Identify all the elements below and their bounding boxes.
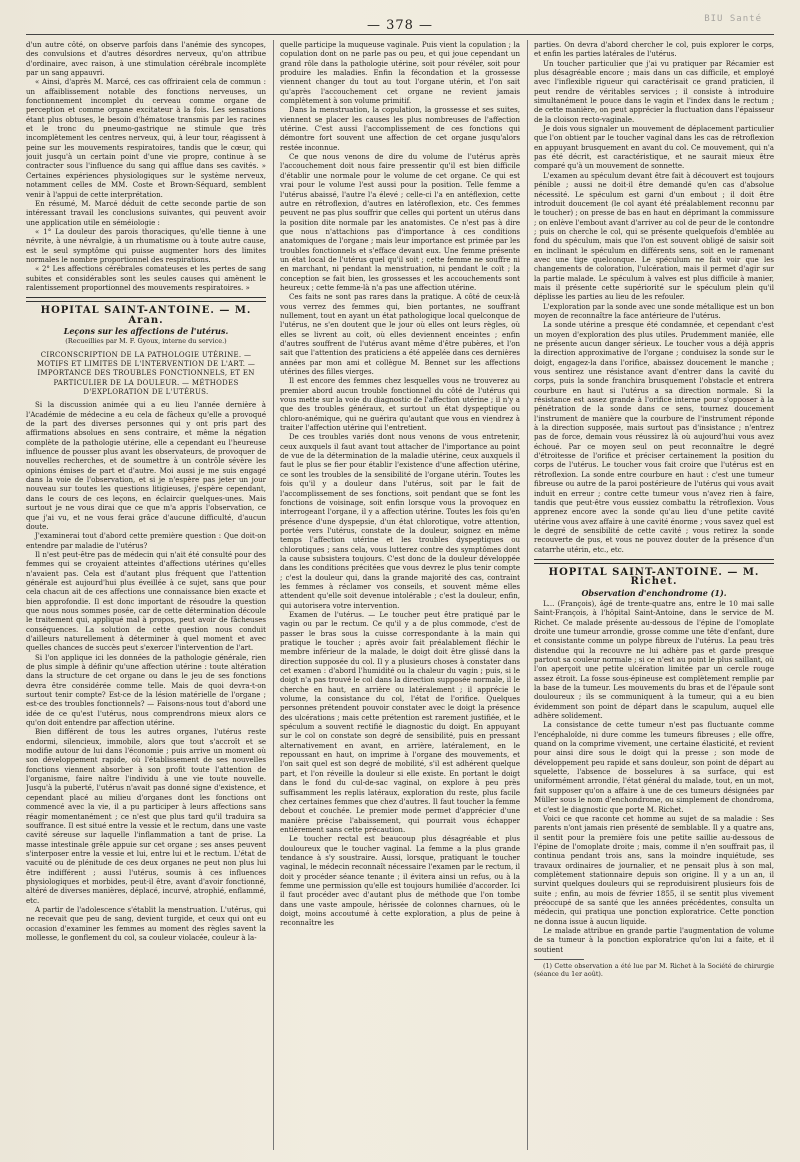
section-rule: [534, 559, 774, 564]
paragraph: Si la discussion animée qui a eu lieu l'année dernière à l'Académie de médecine a eu cela de fâcheux qu'elle a provoqué de la part des diverses personnes qui y ont pris part des affirmations absolues en sens contraire, et même la négation complète de la pathologie utérine, elle a cependant eu l'heureuse influence de pousser plus avant les observateurs, de provoquer de nouvelles recherches, et de soumettre à un contrôle sévère les opinions émises de part et d'autre. Moi aussi je me suis engagé dans la voie de l'observation, et si je n'espère pas jeter un jour nouveau sur toutes les questions litigieuses, j'espère cependant, dans le cours de ces leçons, en éclaircir quelques-unes. Mais surtout je ne vous dirai que ce que m'a appris l'observation, ce que j'ai vu, et ne vous ferai grâce d'aucune difficulté, d'aucun doute.: [26, 400, 266, 531]
paragraph: « Ainsi, d'après M. Marcé, ces cas offriraient cela de commun : un affaiblissement notable des fonctions nerveuses, un fonctionnement incomplet du cerveau comme organe de perception et comme organe excitateur à la fois. Les sensations étant plus obtuses, le besoin d'hématose transmis par les racines et le tronc du pneumo-gastrique ne stimule que très incomplètement les centres nerveux, qui, à leur tour, réagissent à peine sur les mouvements respiratoires, tandis que le cœur, qui jouit jusqu'à un certain point d'une vie propre, continue à se contracter sous l'influence du sang qui afflue dans ses cavités. » Certaines expériences physiologiques sur le système nerveux, notamment celles de MM. Coste et Brown-Séquard, semblent venir à l'appui de cette interprétation.: [26, 77, 266, 199]
paragraph: En résumé, M. Marcé déduit de cette seconde partie de son intéressant travail les conclusions suivantes, qui peuvent avoir une application utile en séméiologie :: [26, 198, 266, 227]
column-divider: [273, 40, 274, 1150]
paragraph: La consistance de cette tumeur n'est pas fluctuante comme l'encéphaloïde, ni dure comme les tumeurs fibreuses ; elle offre, quand on la comprime vivement, une certaine élasticité, et revient pour ainsi dire sous le doigt qui la presse ; son mode de développement peu rapide et sans douleur, son point de départ au squelette, l'absence de bosselures à sa surface, qui est uniformément arrondie, l'état général du malade, tout, en un mot, fait supposer qu'on a affaire à une de ces tumeurs désignées par Müller sous le nom d'enchondrome, ou simplement de chondroma, et c'est le diagnostic que porte M. Richet.: [534, 720, 774, 814]
section-heading: HOPITAL SAINT-ANTOINE. — M. Aran.: [40, 305, 252, 326]
header-rule: [26, 34, 774, 35]
column-left: [26, 40, 266, 1150]
paragraph: quelle participe la muqueuse vaginale. Puis vient la copulation ; la copulation dont on ne parle pas ou peu, et qui joue cependant un grand rôle dans la pathologie utérine, soit pour révéler, soit pour produire les maladies. Enfin la fécondation et la grossesse viennent changer du tout au tout l'organe utérin, et l'on sait qu'après l'accouchement cet organe ne revient jamais complètement à son volume primitif.: [280, 40, 520, 106]
footnote: (1) Cette observation a été lue par M. Richet à la Société de chirurgie (séance du 1er août).: [534, 962, 774, 978]
column-right: [534, 40, 774, 1150]
column-middle: [280, 40, 520, 1150]
column-divider: [527, 40, 528, 1150]
paragraph: Le malade attribue en grande partie l'augmentation de volume de sa tumeur à la ponction exploratrice qu'on lui a faite, et il soutient: [534, 925, 774, 954]
paragraph: Ces faits ne sont pas rares dans la pratique. A côté de ceux-là vous verrez des femmes qui, bien portantes, ne souffrant nullement, tout en ayant un état pathologique local quelconque de l'utérus, ne s'en doutent que le jour où elles ont leurs règles, où elles se livrent au coït, où elles deviennent enceintes ; enfin d'autres souffrent de l'utérus avant même d'être pubères, et l'on sait que l'attention des praticiens a été appelée dans ces dernières années par mon ami et collègue M. Bennet sur les affections utérines des filles vierges.: [280, 292, 520, 377]
paragraph: Un toucher particulier que j'ai vu pratiquer par Récamier est plus désagréable encore ; mais dans un cas difficile, et employé avec l'inflexible rigueur qui caractérisait ce grand praticien, il peut rendre de véritables services ; il consiste à introduire simultanément le pouce dans le vagin et l'index dans le rectum ; de cette manière, on peut apprécier la fluctuation dans l'épaisseur de la cloison recto-vaginale.: [534, 58, 774, 124]
lecture-title: Leçons sur les affections de l'utérus.: [63, 325, 229, 336]
section-rule: [26, 297, 266, 302]
paragraph: A partir de l'adolescence s'établit la menstruation. L'utérus, qui ne recevait que peu de sang, devient turgide, et ceux qui ont eu occasion d'examiner les femmes au moment des règles savent la mollesse, le gonflement du col, sa couleur violacée, couleur à la-: [26, 904, 266, 942]
paragraph: Bien différent de tous les autres organes, l'utérus reste endormi, silencieux, immobile, alors que tout s'accroît et se modifie autour de lui dans l'économie ; puis arrive un moment où son développement rapide, où l'établissement de ses nouvelles fonctions viennent absorber à son profit toute l'attention de l'organisme, faire naître l'individu à une vie toute nouvelle. Jusqu'à la puberté, l'utérus n'avait pas donné signe d'existence, et cependant placé au milieu d'organes dont les fonctions ont commencé avec la vie, il a pu participer à leurs affections sans réagir momentanément ; ce n'est que plus tard qu'il traduira sa souffrance. Il est situé entre la vessie et le rectum, dans une vaste cavité séreuse sur laquelle l'inflammation a tant de prise. La masse intestinale grêle appuie sur cet organe ; ses anses peuvent s'interposer entre la vessie et lui, entre lui et le rectum. L'état de vacuité ou de plénitude de ces deux organes ne peut non plus lui être indifférent ; aussi l'utérus, soumis à ces influences physiologiques et morbides, peut-il être, avant d'avoir fonctionné, altéré de diverses manières, déplacé, incurvé, atrophié, enflammé, etc.: [26, 727, 266, 905]
paragraph: Dans la menstruation, la copulation, la grossesse et ses suites, viennent se placer les causes les plus nombreuses de l'affection utérine. C'est aussi l'accomplissement de ces fonctions qui démontre fort souvent une affection de cet organe jusqu'alors restée inconnue.: [280, 105, 520, 152]
footnote-rule: [534, 959, 584, 960]
paragraph: d'un autre côté, on observe parfois dans l'anémie des syncopes, des convulsions et d'autres désordres nerveux, qu'on attribue d'ordinaire, avec raison, à une stimulation cérébrale incomplète par un sang appauvri.: [26, 40, 266, 78]
paragraph: « 2° Les affections cérébrales comateuses et les pertes de sang subites et considérables sont les seules causes qui amènent le ralentissement proportionnel des mouvements respiratoires. »: [26, 264, 266, 292]
paragraph: Il est encore des femmes chez lesquelles vous ne trouverez au premier abord aucun trouble fonctionnel du côté de l'utérus qui vous mette sur la voie du diagnostic de l'affection utérine ; il n'y a que des troubles généraux, et surtout un état dyspeptique ou chloro-anémique, qui ne guérira qu'autant que vous en viendrez à traiter l'affection utérine qui l'entretient.: [280, 376, 520, 433]
byline: (Recueillies par M. F. Gyoux, interne du service.): [65, 337, 227, 346]
library-stamp: BIU Santé: [704, 14, 762, 24]
paragraph: J'examinerai tout d'abord cette première question : Que doit-on entendre par maladie de l'utérus?: [26, 531, 266, 550]
paragraph: La sonde utérine a presque été condamnée, et cependant c'est un moyen d'exploration des plus utiles. Prudemment maniée, elle ne présente aucun danger sérieux. Le toucher vous a déjà appris la direction approximative de l'organe ; conduisez la sonde sur le doigt, engagez-la dans l'orifice, abaissez doucement le manche ; vous sentirez une résistance avant d'entrer dans la cavité du corps, puis la sonde franchira brusquement l'obstacle et entrera courbure en haut si l'utérus a sa direction normale. Si la résistance est assez grande à l'orifice interne pour s'opposer à la pénétration de la sonde dans ce sens, tournez doucement l'instrument de manière que la courbure de l'instrument réponde à la direction supposée, mais surtout pas d'insistance ; n'entrez pas de force, demain vous réussirez là où aujourd'hui vous avez échoué. Par ce moyen seul on peut reconnaître le degré d'étroitesse de l'orifice et préciser certainement la position du corps de l'utérus. Le toucher vous fait croire que l'utérus est en rétroflexion. La sonde entre courbure en haut : c'est une tumeur fibreuse ou autre de la paroi postérieure de l'utérus qui vous avait induit en erreur ; contre cette tumeur vous n'avez rien à faire, tandis que peut-être vous eussiez combattu la rétroflexion. Vous apprenez encore avec la sonde qu'au lieu d'une petite cavité utérine vous avez affaire à une cavité énorme ; vous savez quel est le degré de sensibilité de cette cavité ; vous retirez la sonde recouverte de pus, et vous ne pouvez douter de la présence d'un catarrhe utérin, etc., etc.: [534, 320, 774, 554]
paragraph: L'exploration par la sonde avec une sonde métallique est un bon moyen de reconnaître la face antérieure de l'utérus.: [534, 301, 774, 320]
paragraph: « 1° La douleur des parois thoraciques, qu'elle tienne à une névrite, à une névralgie, à un rhumatisme ou à toute autre cause, est le seul symptôme qui puisse augmenter hors des limites normales le nombre proportionnel des respirations.: [26, 226, 266, 264]
paragraph: De ces troubles variés dont nous venons de vous entretenir, ceux auxquels il faut avant tout attacher de l'importance au point de vue de la détermination de la maladie utérine, ceux auxquels il faut le plus se fier pour établir l'existence d'une affection utérine, ce sont les troubles de la sensibilité de l'organe utérin. Toutes les fois qu'il y a douleur dans l'utérus, soit par le fait de l'accomplissement de ses fonctions, soit pendant que se font les fonctions de voisinage, soit enfin lorsque vous la provoquez en interrogeant l'organe, il y a affection utérine. Toutes les fois qu'en présence d'une dyspepsie, d'un état chlorotique, votre attention, portée vers l'utérus, constate de la douleur, soignez en même temps l'affection utérine et les troubles dyspeptiques ou chlorotiques ; sans cela, vous lutterez contre des symptômes dont la cause subsistera toujours. C'est donc de la douleur développée dans les conditions précitées que vous devrez le plus tenir compte ; c'est la douleur qui, dans la grande majorité des cas, contraint les femmes à réclamer vos conseils, et souvent même elles attendent qu'elle soit devenue intolérable ; c'est la douleur, enfin, qui autorisera votre intervention.: [280, 432, 520, 610]
page-number: — 378 —: [366, 18, 434, 33]
paragraph: Voici ce que raconte cet homme au sujet de sa maladie : Ses parents n'ont jamais rien présenté de semblable. Il y a quatre ans, il sentit pour la première fois une petite saillie au-dessous de l'épine de l'omoplate droite ; mais, comme il n'en souffrait pas, il continua pendant trois ans, sans la moindre inquiétude, ses travaux ordinaires de journalier, et ne pensait plus à son mal, complètement stationnaire depuis son origine. Il y a un an, il survint quelques douleurs qui se reproduisirent plusieurs fois de suite ; enfin, au mois de février 1855, il se sentit plus vivement préoccupé de sa santé que les années précédentes, consulta un médecin, qui pratiqua une ponction exploratrice. Cette ponction ne donna issue à aucun liquide.: [534, 813, 774, 926]
paragraph: Je dois vous signaler un mouvement de déplacement particulier que l'on obtient par le toucher vaginal dans les cas de rétroflexion en appuyant brusquement en avant du col. Ce mouvement, qui n'a pas été décrit, est caractéristique, et ne saurait mieux être comparé qu'à un mouvement de sonnette.: [534, 124, 774, 171]
section-heading: HOPITAL SAINT-ANTOINE. — M. Richet.: [548, 566, 760, 588]
paragraph: L... (François), âgé de trente-quatre ans, entre le 10 mai salle Saint-François, à l'hôpital Saint-Antoine, dans le service de M. Richet. Ce malade présente au-dessous de l'épine de l'omoplate droite une tumeur arrondie, grosse comme une tête d'enfant, dure et consistante comme un polype fibreux de l'utérus. La peau très distendue qui la recouvre ne lui adhère pas et garde presque partout sa couleur normale ; si ce n'est au point le plus saillant, où l'on aperçoit une petite ulcération limitée par un cercle rouge assez étroit. La fosse sous-épineuse est complètement remplie par la base de la tumeur. Les mouvements du bras et de l'épaule sont douloureux ; ils se communiquent à la tumeur, qui a eu bien évidemment son point de départ dans le scapulum, auquel elle adhère solidement.: [534, 598, 774, 721]
paragraph: Il n'est peut-être pas de médecin qui n'ait été consulté pour des femmes qui se croyaient atteintes d'affections utérines qu'elles n'avaient pas. Cela est d'autant plus fréquent que l'attention générale est aujourd'hui plus éveillée à ce sujet, sans que pour cela chacun ait de ces affections une connaissance bien exacte et bien approfondie. Il est donc important de résoudre la question que nous nous sommes posée, car de cette détermination découle le traitement qui, appliqué mal à propos, peut avoir de fâcheuses conséquences. La solution de cette question nous conduit d'ailleurs naturellement à déterminer à quel moment et avec quelles chances de succès peut s'exercer l'intervention de l'art.: [26, 549, 266, 653]
paragraph: Examen de l'utérus. — Le toucher peut être pratiqué par le vagin ou par le rectum. Ce qu'il y a de plus commode, c'est de passer le bras sous la cuisse correspondante à la main qui pratique le toucher ; après avoir fait préalablement fléchir le membre inférieur de la malade, le doigt doit être glissé dans la direction supposée du col. Il y a plusieurs choses à constater dans cet examen : d'abord l'humidité ou la chaleur du vagin ; puis, si le doigt n'a pas trouvé le col dans la direction supposée normale, il le cherche en haut, en arrière ou latéralement ; il apprécie le volume, la consistance du col, l'état de l'orifice. Quelques personnes prétendent pouvoir constater avec le doigt la présence des ulcérations ; mais cette prétention est rarement justifiée, et le spéculum a souvent rectifié le diagnostic du doigt. En appuyant sur le col on constate son degré de sensibilité, puis en pressant alternativement en avant, en arrière, latéralement, en le repoussant en haut, on imprime à l'organe des mouvements, et l'on sait quel est son degré de mobilité, s'il est adhérent quelque part, et l'on réveille la douleur si elle existe. En portant le doigt dans le fond du cul-de-sac vaginal, on explore à peu près suffisamment les replis latéraux, exploration du reste, plus facile chez certaines femmes que chez d'autres. Il faut toucher la femme debout et couchée. Le premier mode permet d'apprécier d'une manière précise l'abaissement, qui pourrait vous échapper entièrement sans cette précaution.: [280, 609, 520, 834]
paragraph: parties. On devra d'abord chercher le col, puis explorer le corps, et enfin les parties latérales de l'utérus.: [534, 40, 774, 59]
paragraph: Ce que nous venons de dire du volume de l'utérus après l'accouchement doit nous faire pressentir qu'il est bien difficile d'établir une normale pour le volume de cet organe. Ce qui est vrai pour le volume l'est aussi pour la position. Telle femme a l'utérus abaissé, l'autre l'a élevé ; celle-ci l'a en antéflexion, cette autre en rétroflexion, d'autres en latéroflexion, etc. Ces femmes peuvent ne pas plus souffrir que celles qui portent un utérus dans la position dite normale par les anatomistes. Ce n'est pas à dire que nous n'attachions pas d'importance à ces conditions anatomiques de l'organe ; mais leur importance est primée par les troubles fonctionnels et s'efface devant eux. Une femme présente un état local de l'utérus quel qu'il soit ; cette femme ne souffre ni en marchant, ni pendant la menstruation, ni pendant le coït ; la conception se fait bien, les grossesses et les accouchements sont heureux ; cette femme-là n'a pas une affection utérine.: [280, 152, 520, 292]
paragraph: Le toucher rectal est beaucoup plus désagréable et plus douloureux que le toucher vaginal. La femme a la plus grande tendance à s'y soustraire. Aussi, lorsque, pratiquant le toucher vaginal, le médecin reconnaît nécessaire l'examen par le rectum, il doit y procéder séance tenante ; il évitera ainsi un refus, ou à la femme une permission qu'elle est toujours humiliée d'accorder. Ici il faut procéder avec d'autant plus de méthode que l'on tombe dans une vaste ampoule, hérissée de colonnes charnues, où le doigt, moins accoutumé à cette exploration, a plus de peine à reconnaître les: [280, 834, 520, 928]
lecture-summary: CIRCONSCRIPTION DE LA PATHOLOGIE UTÉRINE. — MOTIFS ET LIMITES DE L'INTERVENTION DE L'ART. — IMPORTANCE DES TROUBLES FONCTIONNELS, ET EN PARTICULIER DE LA DOULEUR. — MÉTHODES D'EXPLORATION DE L'UTÉRUS.: [36, 350, 256, 397]
paragraph: Si l'on applique ici les données de la pathologie générale, rien de plus simple à définir qu'une affection utérine : toute altération dans la structure de cet organe ou dans le jeu de ses fonctions devra être considérée comme telle. Mais de quoi devra-t-on surtout tenir compte? Est-ce de la lésion matérielle de l'organe ; est-ce des troubles fonctionnels? — Faisons-nous tout d'abord une idée de ce qu'est l'utérus, nous comprendrons mieux alors ce qu'on doit entendre par affection utérine.: [26, 652, 266, 728]
paragraph: L'examen au spéculum devant être fait à découvert est toujours pénible ; aussi ne doit-il être demandé qu'en cas d'absolue nécessité. Le spéculum est garni d'un embout ; il doit être introduit doucement (le col ayant été préalablement reconnu par le toucher) ; on presse de bas en haut en déprimant la commissure ; on enlève l'embout avant d'arriver au col de peur de le contondre ; puis on cherche le col, qui se présente quelquefois d'emblée au fond du spéculum, mais que l'on est souvent obligé de saisir soit en inclinant le spéculum en différents sens, soit en le ramenant avec une tige quelconque. Le spéculum ne fait voir que les changements de coloration, l'ulcération, mais il permet d'agir sur la partie malade. Le spéculum à valves est plus difficile à manier, mais il présente cette supériorité sur le spéculum plein qu'il déplisse les parties au lieu de les refouler.: [534, 170, 774, 302]
observation-title: Observation d'enchondrome (1).: [581, 587, 727, 598]
